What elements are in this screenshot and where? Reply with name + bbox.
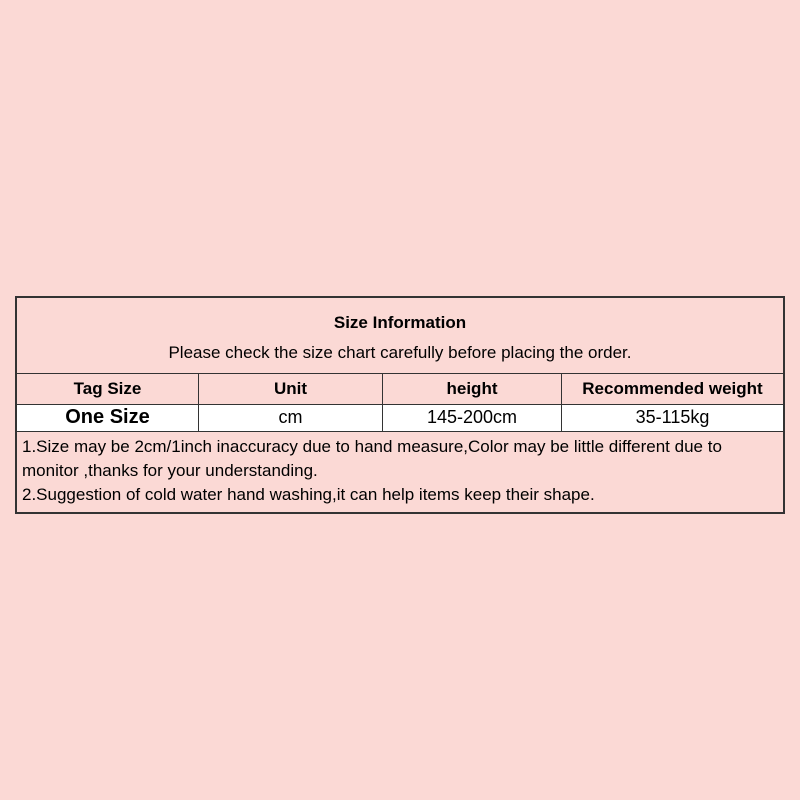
cell-tag-size-value: One Size: [17, 405, 199, 431]
cell-unit-value: cm: [199, 405, 383, 431]
size-chart-title: Size Information: [333, 313, 467, 332]
note-measure-disclaimer: 1.Size may be 2cm/1inch inaccuracy due to hand measure,Color may be little different due to monitor ,thanks for your understanding.: [22, 437, 722, 480]
column-header-tag-size: Tag Size: [17, 374, 199, 404]
size-chart-notes: [17, 431, 783, 512]
size-chart-panel: [15, 296, 785, 514]
note-washing-suggestion: 2.Suggestion of cold water hand washing,it can help items keep their shape.: [22, 485, 595, 504]
cell-recommended-weight-value: 35-115kg: [635, 407, 710, 427]
column-header-unit: Unit: [199, 374, 383, 404]
column-header-height: height: [383, 374, 562, 404]
size-chart-column-header-row: [17, 373, 783, 404]
cell-height-value: 145-200cm: [383, 405, 562, 431]
size-chart-subtitle: Please check the size chart carefully before placing the order.: [168, 343, 632, 362]
table-row: [17, 404, 783, 431]
size-chart-header: [17, 298, 783, 373]
column-header-recommended-weight: Recommended weight: [582, 379, 763, 398]
